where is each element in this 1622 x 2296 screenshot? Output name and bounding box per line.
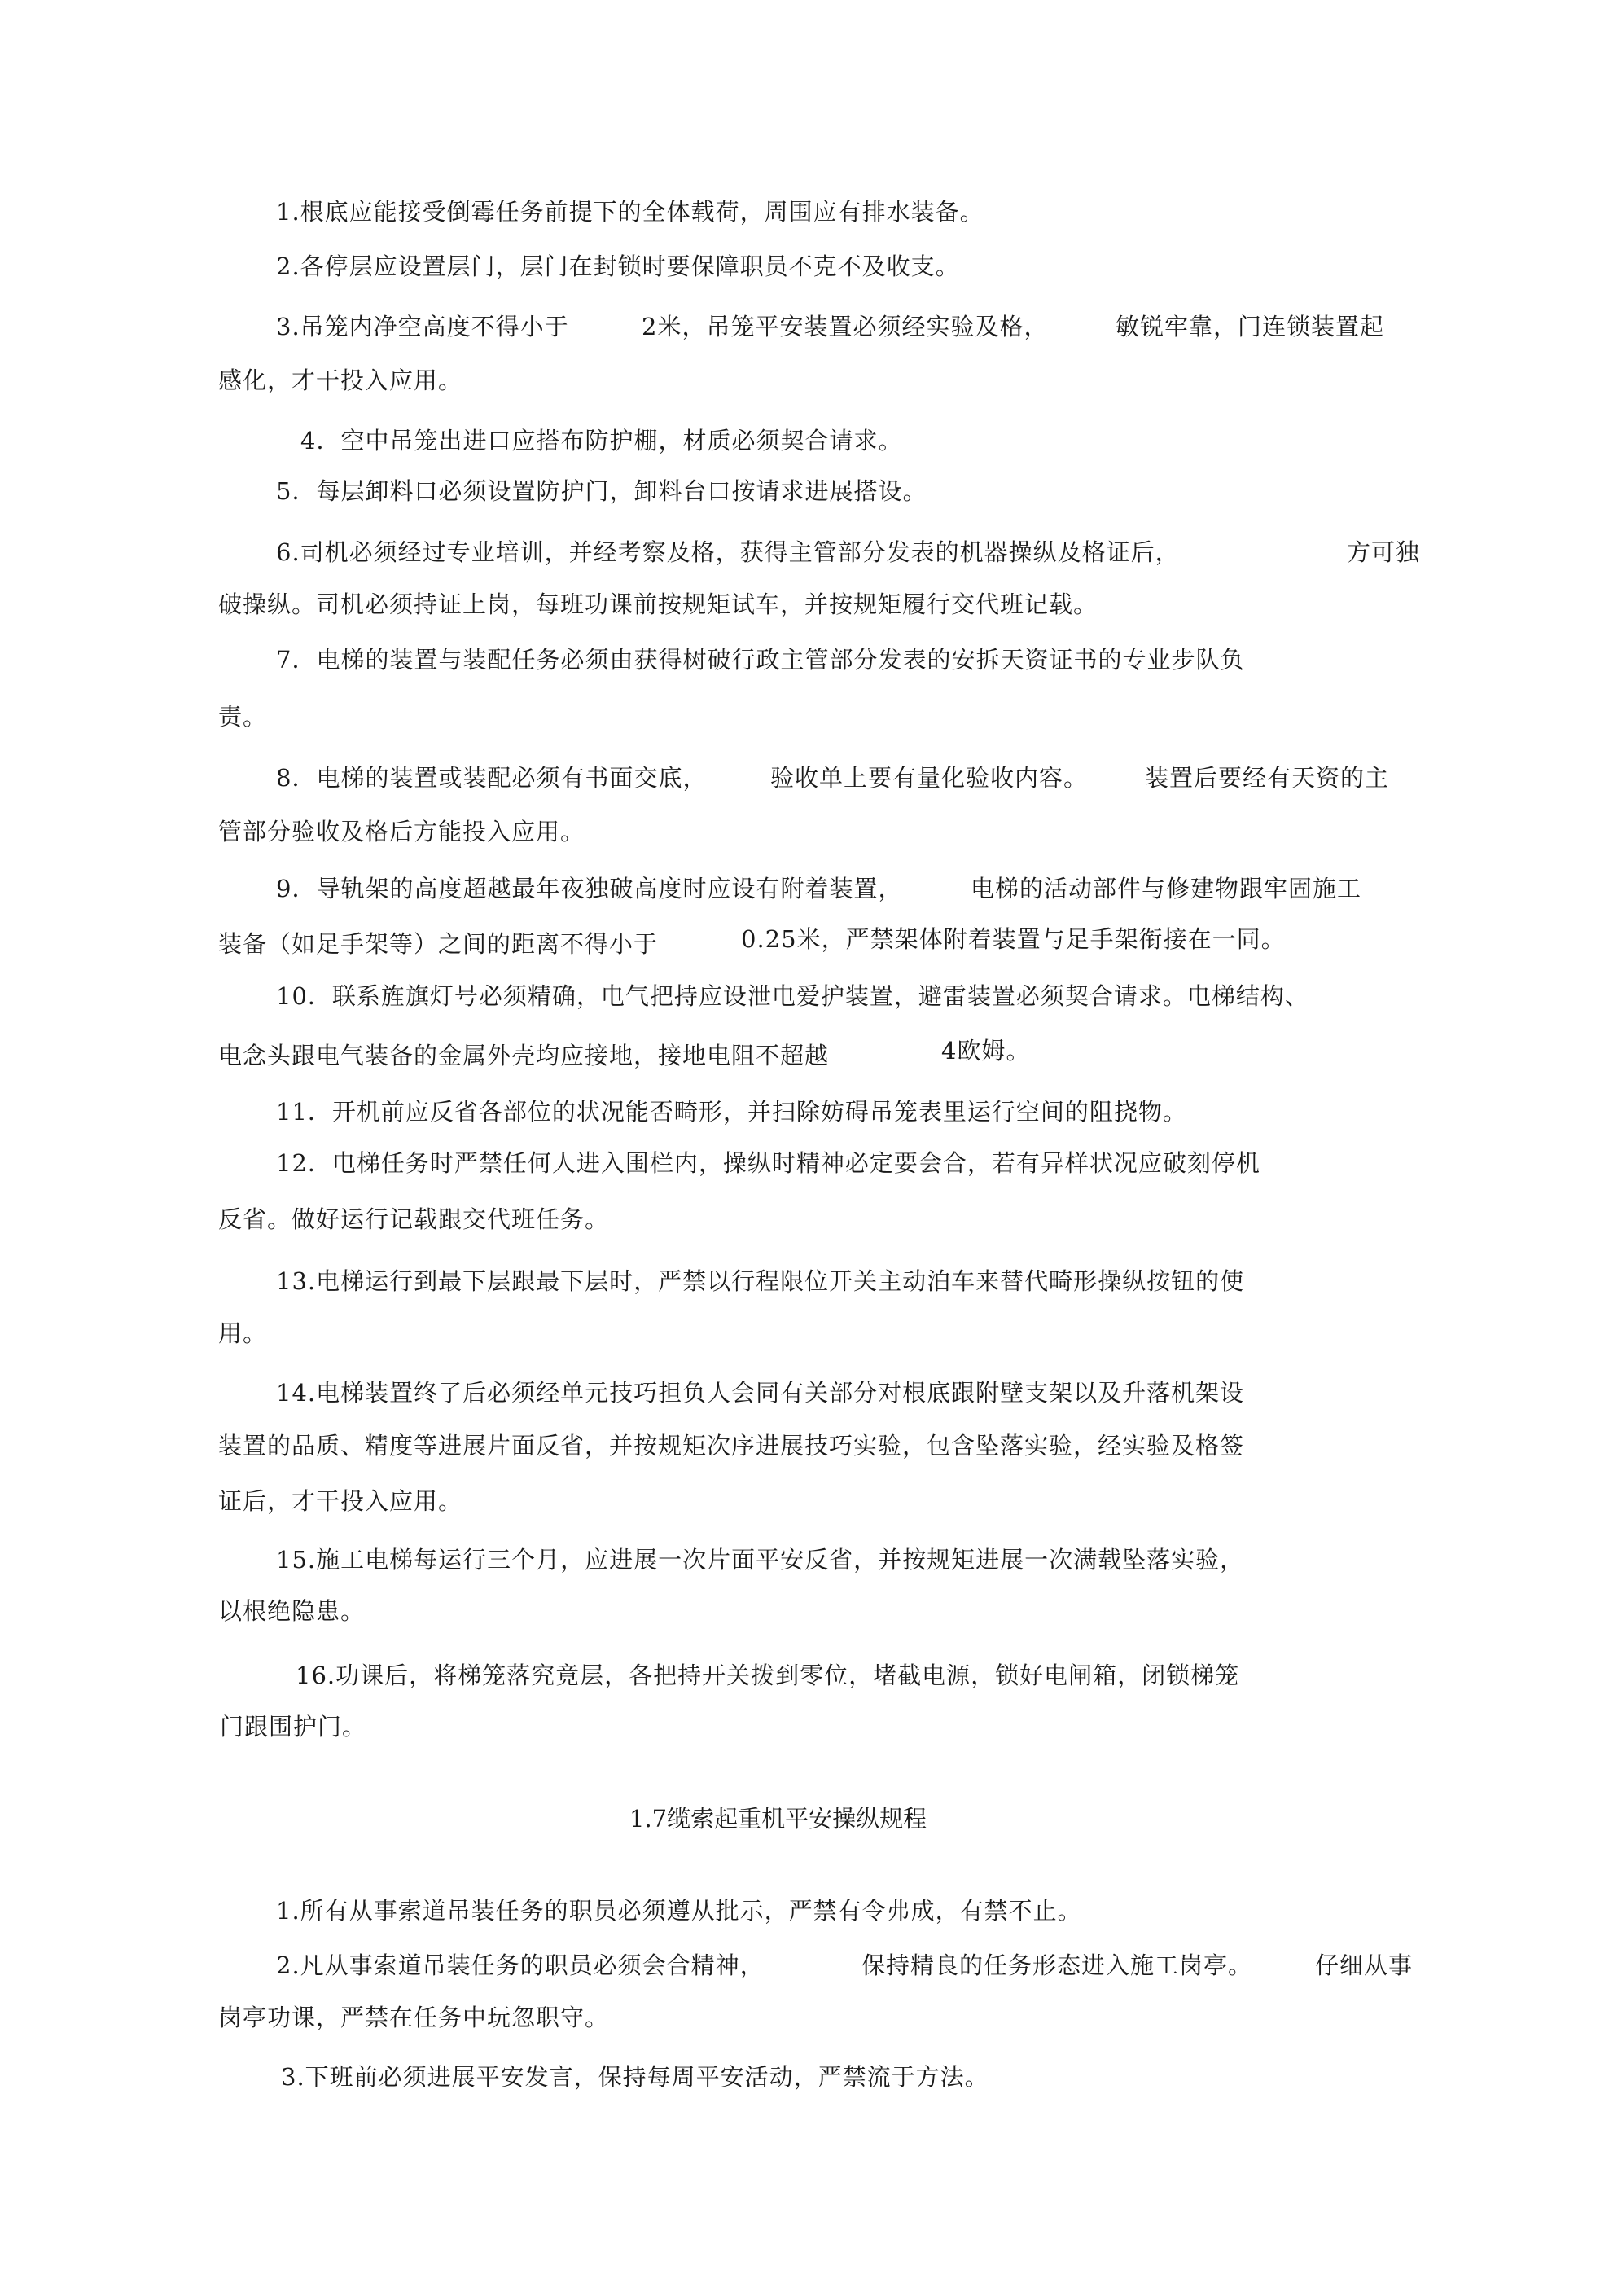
- rule-2-line-1-c: 仔细从事: [1315, 1951, 1414, 1979]
- paragraph-6-line-1-a: 6.司机必须经过专业培训，并经考察及格，获得主管部分发表的机器操纵及格证后，: [276, 538, 1180, 566]
- paragraph-4: 4．空中吊笼出进口应搭布防护棚，材质必须契合请求。: [300, 427, 903, 454]
- rule-2-line-2: 岗亭功课，严禁在任务中玩忽职守。: [218, 2004, 610, 2031]
- paragraph-14-line-2: 装置的品质、精度等进展片面反省，并按规矩次序进展技巧实验，包含坠落实验，经实验及格签: [218, 1432, 1245, 1460]
- rule-2-line-1-b: 保持精良的任务形态进入施工岗亭。: [861, 1951, 1253, 1979]
- section-title: 1.7缆索起重机平安操纵规程: [629, 1805, 927, 1833]
- rule-2-line-1-a: 2.凡从事索道吊装任务的职员必须会合精神，: [276, 1951, 765, 1979]
- paragraph-6-line-2: 破操纵。司机必须持证上岗，每班功课前按规矩试车，并按规矩履行交代班记载。: [218, 590, 1098, 618]
- paragraph-3-line-1-c: [1116, 310, 1384, 343]
- rule-1: 1.所有从事索道吊装任务的职员必须遵从批示，严禁有令弗成，有禁不止。: [276, 1897, 1082, 1925]
- paragraph-7-line-1: 7．电梯的装置与装配任务必须由获得树破行政主管部分发表的安拆天资证书的专业步队负: [276, 646, 1245, 674]
- paragraph-8-line-2: 管部分验收及格后方能投入应用。: [218, 818, 585, 845]
- paragraph-1: 1.根底应能接受倒霉任务前提下的全体载荷，周围应有排水装备。: [276, 198, 984, 226]
- paragraph-15-line-1: 15.施工电梯每运行三个月，应进展一次片面平安反省，并按规矩进展一次满载坠落实验，: [276, 1546, 1245, 1574]
- paragraph-10-line-1: 10．联系旌旗灯号必须精确，电气把持应设泄电爱护装置，避雷装置必须契合请求。电梯结构、: [276, 982, 1309, 1010]
- paragraph-15-line-2: 以根绝隐患。: [218, 1597, 366, 1625]
- paragraph-10-line-2-a: 电念头跟电气装备的金属外壳均应接地，接地电阻不超越: [218, 1042, 830, 1069]
- paragraph-6-line-1-b: 方可独: [1347, 538, 1421, 566]
- paragraph-9-line-1-b: 电梯的活动部件与修建物跟牢固施工: [971, 875, 1362, 902]
- paragraph-8-line-1-b: 验收单上要有量化验收内容。: [770, 764, 1089, 792]
- paragraph-3-part-b: 2米，吊笼平安装置必须经实验及格，: [642, 313, 1049, 340]
- paragraph-3-part-c: 敏锐牢靠，门连锁装置起: [1116, 313, 1385, 340]
- paragraph-9-line-2-a: 装备（如足手架等）之间的距离不得小于: [218, 930, 659, 958]
- paragraph-9-line-1-a: 9．导轨架的高度超越最年夜独破高度时应设有附着装置，: [276, 875, 903, 902]
- paragraph-12-line-2: 反省。做好运行记载跟交代班任务。: [218, 1205, 610, 1233]
- paragraph-11: 11．开机前应反省各部位的状况能否畸形，并扫除妨碍吊笼表里运行空间的阻挠物。: [276, 1098, 1187, 1126]
- rule-3: 3.下班前必须进展平安发言，保持每周平安活动，严禁流于方法。: [281, 2063, 989, 2091]
- paragraph-5: 5．每层卸料口必须设置防护门，卸料台口按请求进展搭设。: [276, 477, 927, 505]
- paragraph-3-part-a: 3.吊笼内净空高度不得小于: [276, 313, 569, 340]
- paragraph-7-line-2: 责。: [218, 703, 268, 731]
- paragraph-10-line-2-b: 4欧姆。: [941, 1037, 1031, 1065]
- paragraph-3-line-1-b: [642, 310, 1048, 343]
- paragraph-3-line-1: [276, 310, 569, 343]
- paragraph-3-line-2: 感化，才干投入应用。: [218, 367, 463, 394]
- paragraph-12-line-1: 12．电梯任务时严禁任何人进入围栏内，操纵时精神必定要会合，若有异样状况应破刻停机: [276, 1149, 1260, 1177]
- paragraph-13-line-2: 用。: [218, 1319, 268, 1347]
- paragraph-2: 2.各停层应设置层门，层门在封锁时要保障职员不克不及收支。: [276, 252, 960, 280]
- paragraph-16-line-2: 门跟围护门。: [220, 1713, 367, 1741]
- paragraph-8-line-1-c: 装置后要经有天资的主: [1145, 764, 1390, 792]
- paragraph-14-line-1: 14.电梯装置终了后必须经单元技巧担负人会同有关部分对根底跟附壁支架以及升落机架设: [276, 1379, 1245, 1407]
- paragraph-9-line-2-b: 0.25米，严禁架体附着装置与足手架衔接在一同。: [741, 925, 1286, 953]
- paragraph-8-line-1-a: 8．电梯的装置或装配必须有书面交底，: [276, 764, 708, 792]
- paragraph-14-line-3: 证后，才干投入应用。: [218, 1487, 463, 1515]
- paragraph-16-line-1: 16.功课后，将梯笼落究竟层，各把持开关拨到零位，堵截电源，锁好电闸箱，闭锁梯笼: [296, 1662, 1240, 1689]
- paragraph-13-line-1: 13.电梯运行到最下层跟最下层时，严禁以行程限位开关主动泊车来替代畸形操纵按钮的使: [276, 1267, 1245, 1295]
